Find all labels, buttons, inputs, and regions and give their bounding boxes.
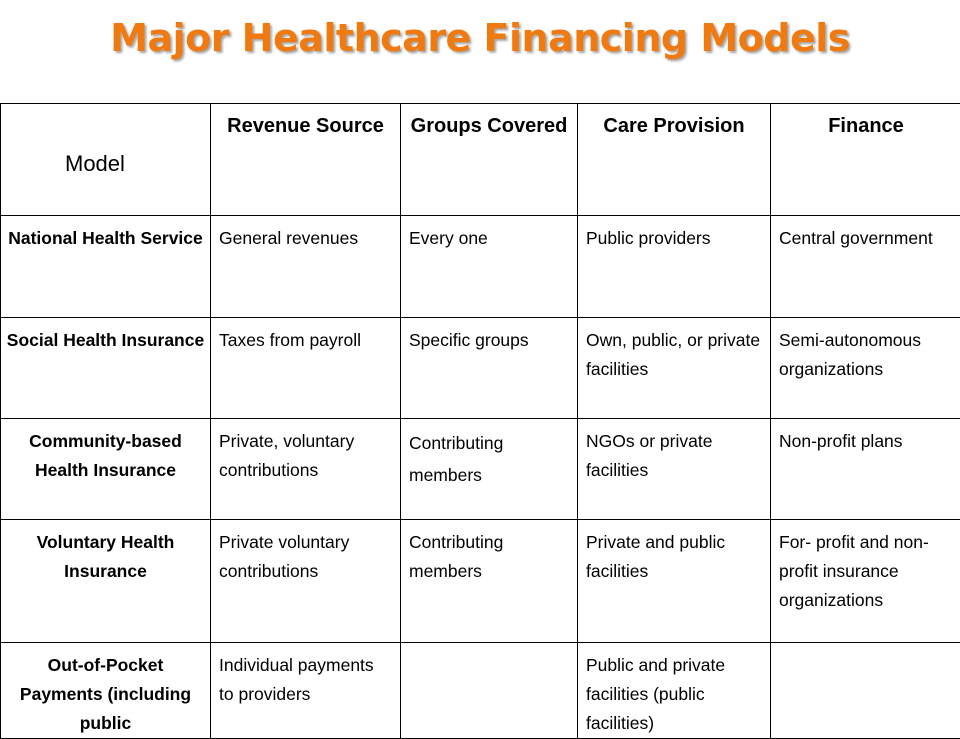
finance-cell: Semi-autonomous organizations: [771, 318, 960, 419]
groups-covered-cell: [401, 643, 578, 739]
care-provision-cell: NGOs or private facilities: [578, 419, 771, 520]
care-provision-cell: Public providers: [578, 216, 771, 318]
table-row: [1, 520, 960, 643]
model-cell: Social Health Insurance: [1, 318, 211, 419]
table-row: [1, 318, 960, 419]
care-provision-cell: Public and private facilities (public facilities): [578, 643, 771, 739]
model-cell: Community-based Health Insurance: [1, 419, 211, 520]
finance-cell: [771, 643, 960, 739]
revenue-source-cell: Private voluntary contributions: [211, 520, 401, 643]
care-provision-cell: Private and public facilities: [578, 520, 771, 643]
finance-cell: Non-profit plans: [771, 419, 960, 520]
model-cell: Voluntary Health Insurance: [1, 520, 211, 643]
table-header-row: [1, 104, 960, 216]
table-row: [1, 419, 960, 520]
header-care-provision: Care Provision: [578, 104, 771, 216]
groups-covered-cell: Contributing members: [401, 520, 578, 643]
revenue-source-cell: Individual payments to providers: [211, 643, 401, 739]
header-groups-covered: Groups Covered: [401, 104, 578, 216]
finance-cell: For- profit and non-profit insurance organizations: [771, 520, 960, 643]
table-row: [1, 643, 960, 739]
revenue-source-cell: Taxes from payroll: [211, 318, 401, 419]
table-row: [1, 216, 960, 318]
finance-cell: Central government: [771, 216, 960, 318]
model-cell: Out-of-Pocket Payments (including public: [1, 643, 211, 739]
model-cell: National Health Service: [1, 216, 211, 318]
care-provision-cell: Own, public, or private facilities: [578, 318, 771, 419]
groups-covered-cell: Every one: [401, 216, 578, 318]
header-finance: Finance: [771, 104, 960, 216]
slide-title: Major Healthcare Financing Models: [0, 16, 960, 60]
revenue-source-cell: General revenues: [211, 216, 401, 318]
groups-covered-cell: Specific groups: [401, 318, 578, 419]
revenue-source-cell: Private, voluntary contributions: [211, 419, 401, 520]
financing-models-table: [0, 103, 960, 739]
groups-covered-cell: Contributing members: [401, 419, 578, 520]
header-model: Model: [1, 104, 211, 216]
header-revenue-source: Revenue Source: [211, 104, 401, 216]
